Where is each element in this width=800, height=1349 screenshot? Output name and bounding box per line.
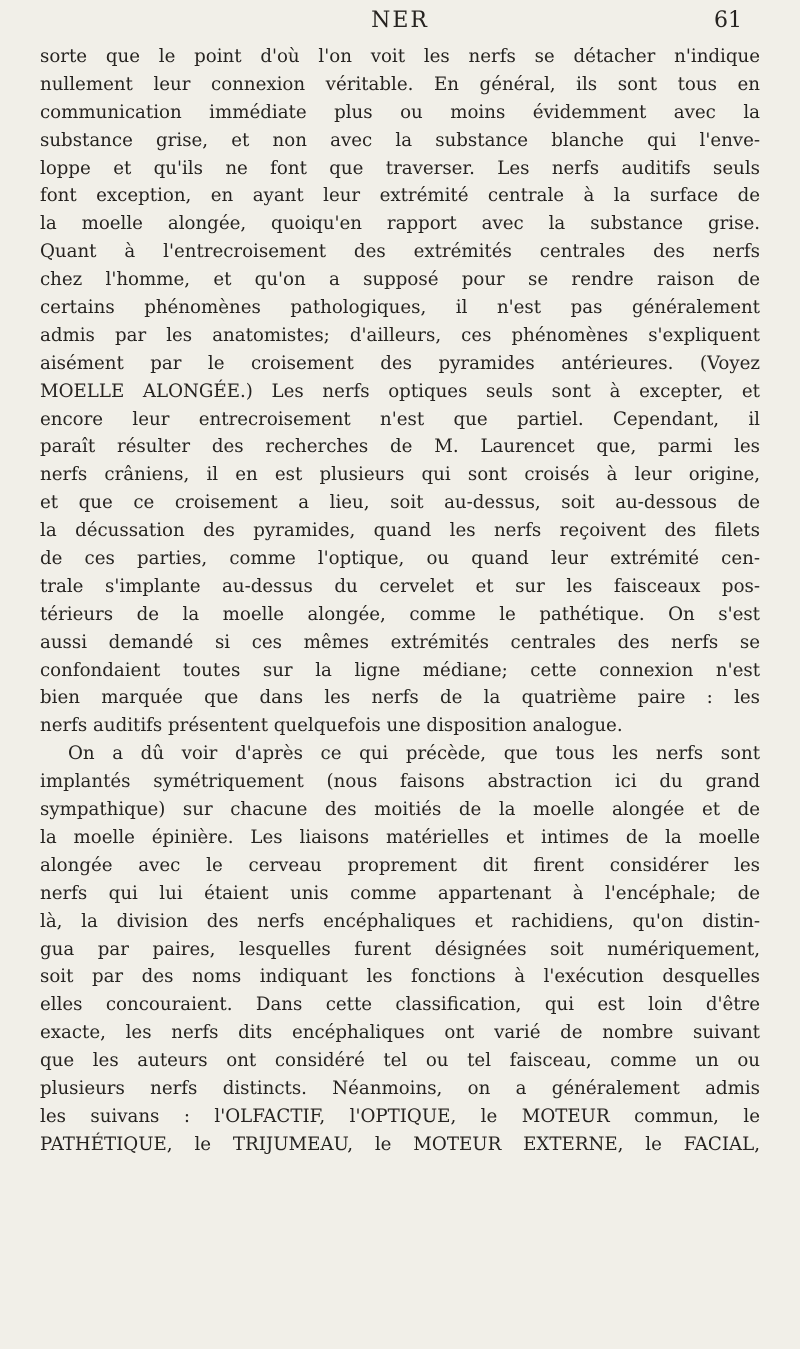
text-line: aisément par le croisement des pyramides antérieures. (Voyez bbox=[40, 352, 760, 374]
text-line: que les auteurs ont considéré tel ou tel faisceau, comme un ou bbox=[40, 1050, 760, 1072]
text-line: Quant à l'entrecroisement des extrémités centrales des nerfs bbox=[40, 241, 760, 263]
text-line: encore leur entrecroisement n'est que partiel. Cependant, il bbox=[40, 408, 760, 430]
text-line: loppe et qu'ils ne font que traverser. Les nerfs auditifs seuls bbox=[40, 157, 760, 179]
text-line: MOELLE ALONGÉE.) Les nerfs optiques seuls sont à excepter, et bbox=[40, 380, 760, 402]
text-line: certains phénomènes pathologiques, il n'est pas généralement bbox=[40, 297, 760, 319]
text-line: soit par des noms indiquant les fonctions à l'exécution desquelles bbox=[40, 966, 760, 988]
text-line: PATHÉTIQUE, le TRIJUMEAU, le MOTEUR EXTERNE, le FACIAL, bbox=[40, 1133, 760, 1155]
text-line: térieurs de la moelle alongée, comme le pathétique. On s'est bbox=[40, 603, 760, 625]
page-number: 61 bbox=[714, 8, 742, 33]
text-line: font exception, en ayant leur extrémité centrale à la surface de bbox=[40, 185, 760, 207]
text-line: alongée avec le cerveau proprement dit firent considérer les bbox=[40, 854, 760, 876]
text-line: la décussation des pyramides, quand les nerfs reçoivent des filets bbox=[40, 520, 760, 542]
text-line: sorte que le point d'où l'on voit les nerfs se détacher n'indique bbox=[40, 46, 760, 67]
text-line: et que ce croisement a lieu, soit au-dessus, soit au-dessous de bbox=[40, 492, 760, 514]
text-line: plusieurs nerfs distincts. Néanmoins, on a généralement admis bbox=[40, 1077, 760, 1099]
text-line: trale s'implante au-dessus du cervelet et sur les faisceaux pos- bbox=[40, 575, 760, 597]
body-text bbox=[40, 43, 760, 1159]
text-line: exacte, les nerfs dits encéphaliques ont varié de nombre suivant bbox=[40, 1022, 760, 1044]
text-line: aussi demandé si ces mêmes extrémités centrales des nerfs se bbox=[40, 631, 760, 653]
text-line: nerfs crâniens, il en est plusieurs qui sont croisés à leur origine, bbox=[40, 464, 760, 486]
text-line: là, la division des nerfs encéphaliques et rachidiens, qu'on distin- bbox=[40, 910, 760, 932]
text-line: admis par les anatomistes; d'ailleurs, ces phénomènes s'expliquent bbox=[40, 324, 760, 346]
text-line: substance grise, et non avec la substance blanche qui l'enve- bbox=[40, 129, 760, 151]
text-line: bien marquée que dans les nerfs de la quatrième paire : les bbox=[40, 687, 760, 709]
text-line: la moelle épinière. Les liaisons matérielles et intimes de la moelle bbox=[40, 826, 760, 848]
text-line: On a dû voir d'après ce qui précède, que tous les nerfs sont bbox=[68, 743, 760, 765]
running-head: NER bbox=[371, 8, 429, 33]
text-line: communication immédiate plus ou moins évidemment avec la bbox=[40, 101, 760, 123]
text-line: nerfs auditifs présentent quelquefois une disposition analogue. bbox=[40, 715, 623, 737]
text-line: gua par paires, lesquelles furent désignées soit numériquement, bbox=[40, 938, 760, 960]
text-line: nullement leur connexion véritable. En général, ils sont tous en bbox=[40, 73, 760, 95]
text-line: de ces parties, comme l'optique, ou quand leur extrémité cen- bbox=[40, 548, 760, 570]
text-line: les suivans : l'OLFACTIF, l'OPTIQUE, le MOTEUR commun, le bbox=[40, 1105, 760, 1127]
text-line: confondaient toutes sur la ligne médiane; cette connexion n'est bbox=[40, 659, 760, 681]
text-line: paraît résulter des recherches de M. Laurencet que, parmi les bbox=[40, 436, 760, 458]
text-line: elles concouraient. Dans cette classification, qui est loin d'être bbox=[40, 994, 760, 1016]
text-line: la moelle alongée, quoiqu'en rapport avec la substance grise. bbox=[40, 213, 760, 235]
text-line: sympathique) sur chacune des moitiés de la moelle alongée et de bbox=[40, 799, 760, 821]
page-header bbox=[0, 8, 800, 40]
text-line: chez l'homme, et qu'on a supposé pour se rendre raison de bbox=[40, 269, 760, 291]
text-line: implantés symétriquement (nous faisons abstraction ici du grand bbox=[40, 771, 760, 793]
text-line: nerfs qui lui étaient unis comme appartenant à l'encéphale; de bbox=[40, 882, 760, 904]
